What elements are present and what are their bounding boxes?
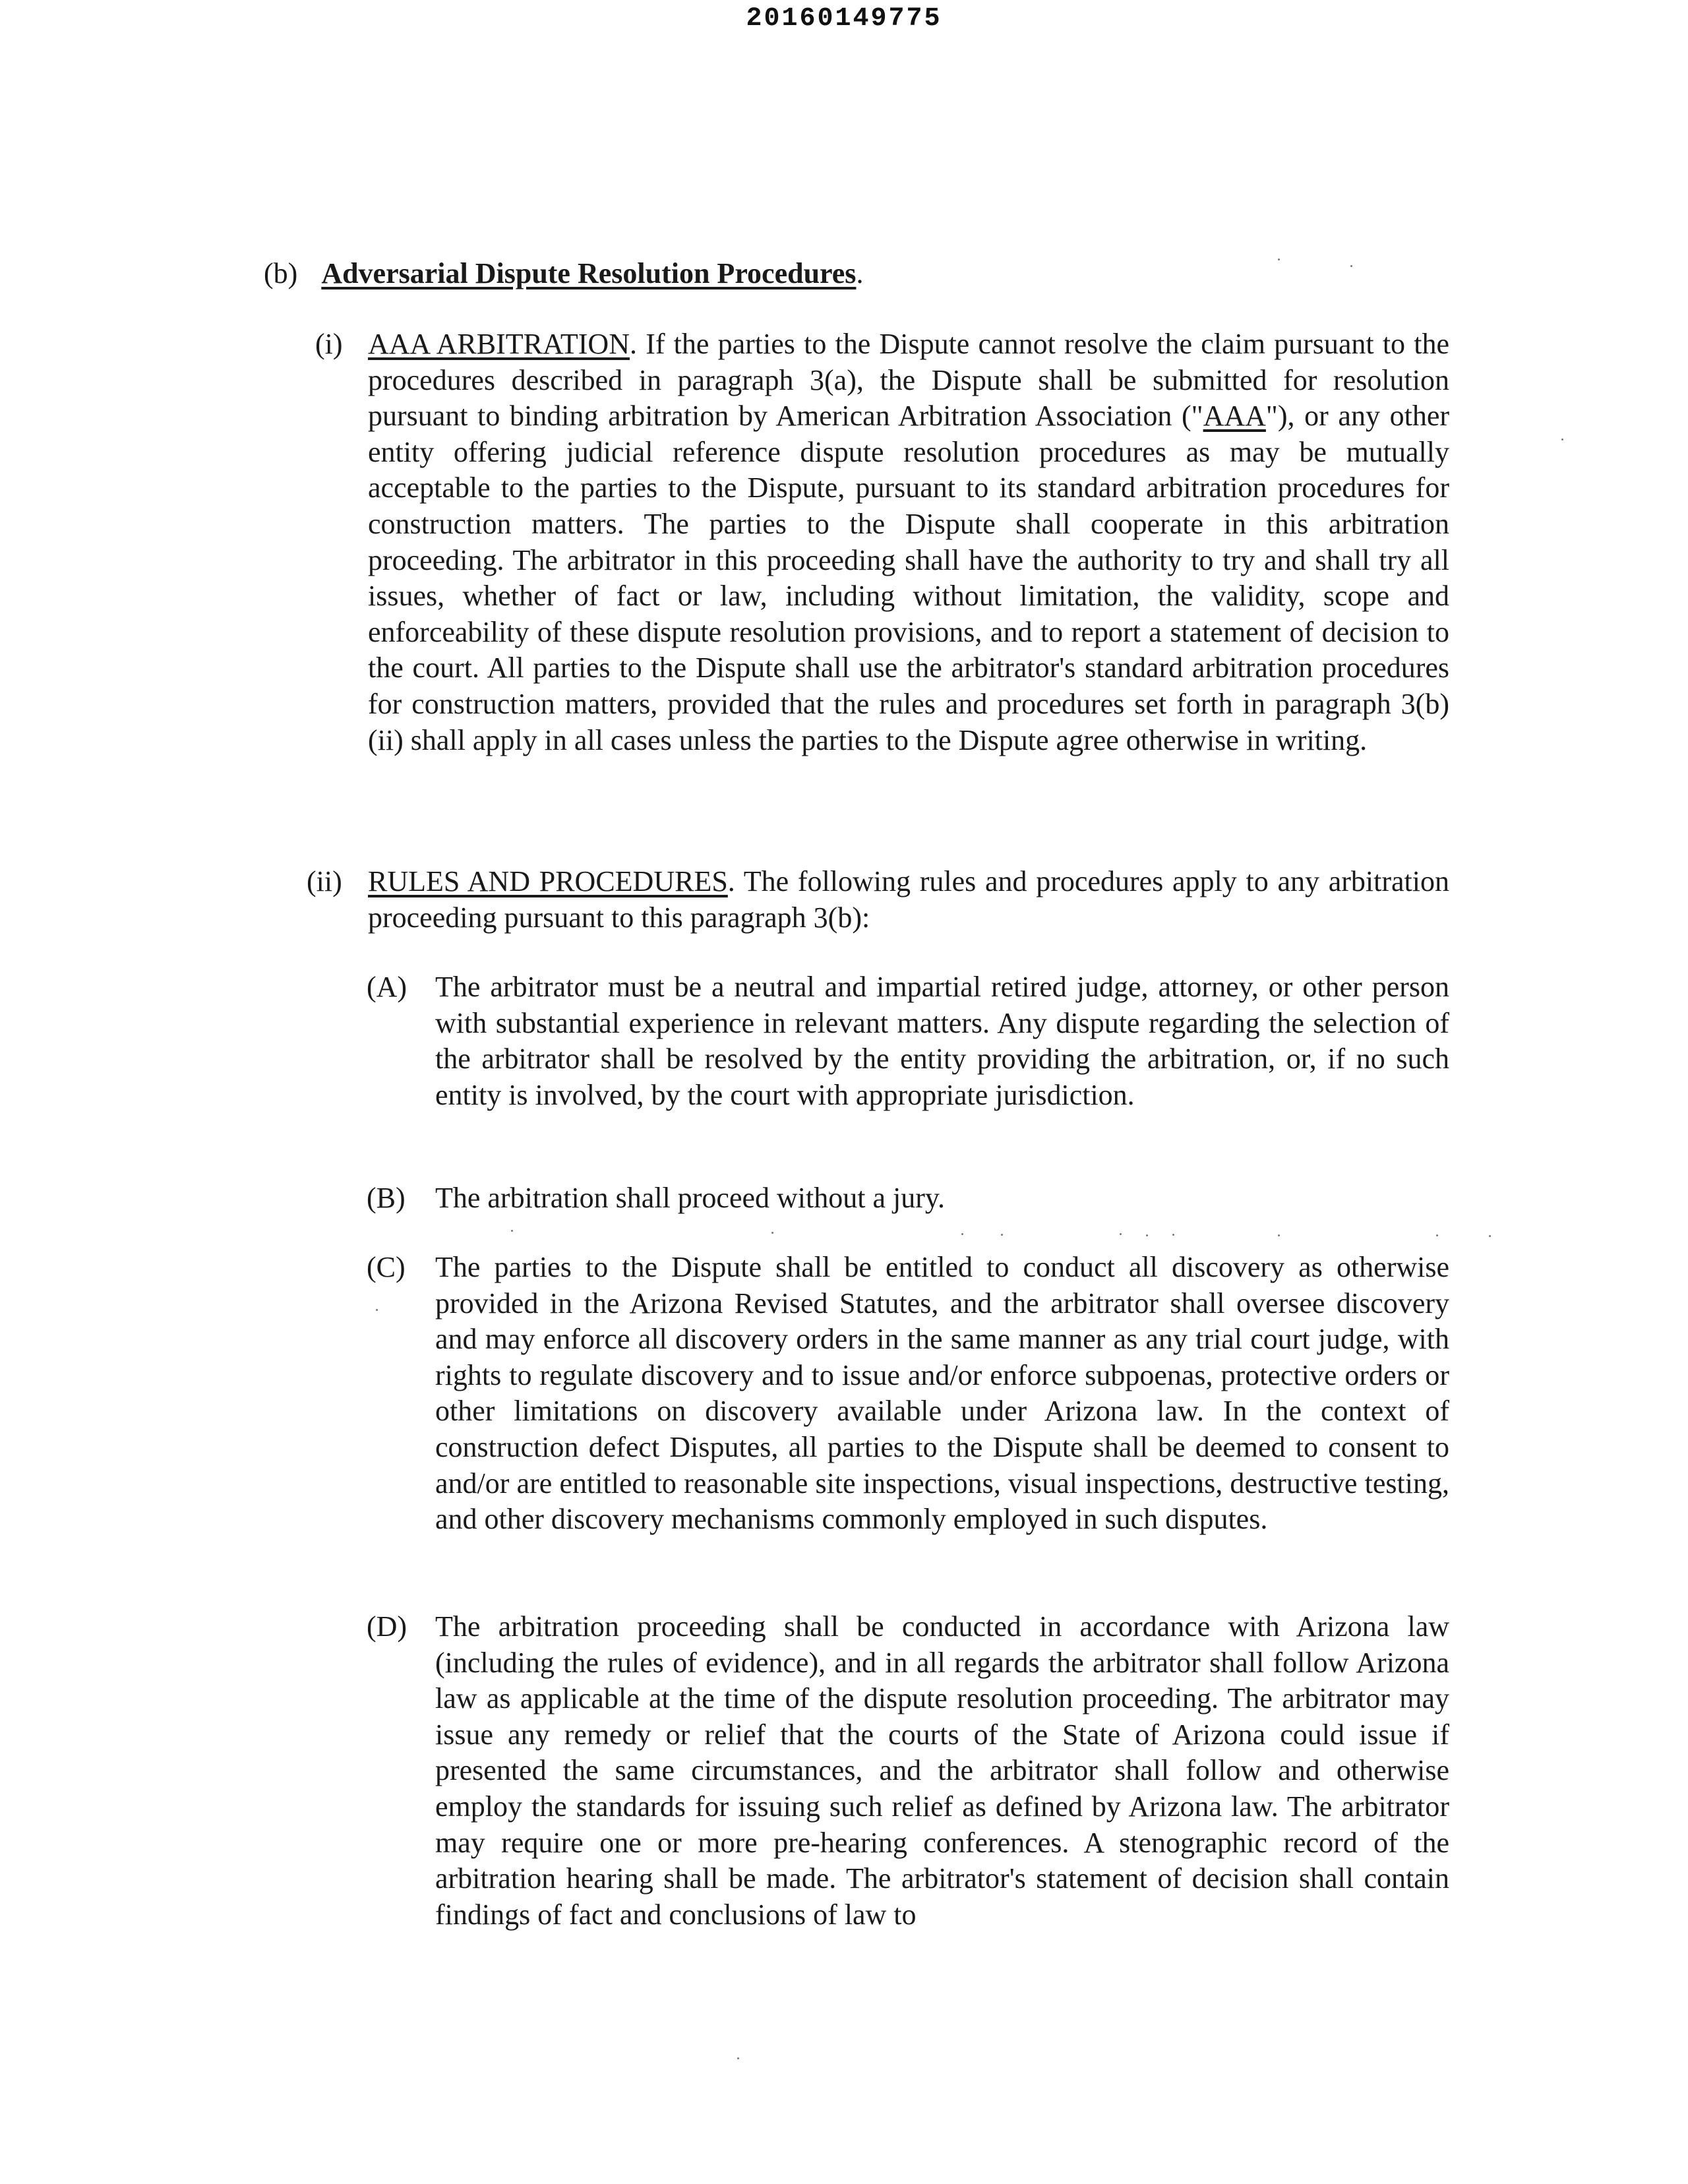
- scan-speck: [1172, 1234, 1174, 1236]
- section-b-heading: [264, 256, 863, 291]
- sub-item-b: [0, 1180, 1688, 1220]
- section-b-marker: (b): [264, 257, 298, 289]
- scan-speck: [1120, 1233, 1122, 1235]
- section-b-period: .: [856, 257, 864, 289]
- sub-item-d-marker: (D): [367, 1610, 407, 1643]
- scan-speck: [1350, 265, 1352, 267]
- sub-item-d: [0, 1609, 1688, 1952]
- paragraph-i-body-2: "), or any other entity offering judicial reference dispute resolution procedures as may be mutually acceptable to the parties to the Dispute, pursuant to its standard arbitration procedures for construction matters. The parties to the Dispute shall cooperate in this arbitration proceeding. The arbitrator in this proceeding shall have the authority to try and shall try all issues, whether of fact or law, including without limitation, the validity, scope and enforceability of these dispute resolution provisions, and to report a statement of decision to the court. All parties to the Dispute shall use the arbitrator's standard arbitration procedures for construction matters, provided that the rules and procedures set forth in paragraph 3(b)(ii) shall apply in all cases unless the parties to the Dispute agree otherwise in writing.: [368, 400, 1449, 756]
- paragraph-ii-body: . The following rules and procedures apply to any arbitration proceeding pursuant to this paragraph 3(b):: [368, 865, 1450, 934]
- scan-speck: [1278, 1234, 1280, 1236]
- paragraph-i: [0, 326, 1688, 841]
- scan-speck: [771, 1232, 773, 1234]
- sub-item-d-text: The arbitration proceeding shall be conducted in accordance with Arizona law (including the rules of evidence), and in all regards the arbitrator shall follow Arizona law as applicable at the time of the dispute resolution proceeding. The arbitrator may issue any remedy or relief that the courts of the State of Arizona could issue if presented the same circumstances, and the arbitrator shall follow and otherwise employ the standards for issuing such relief as defined by Arizona law. The arbitrator may require one or more pre-hearing conferences. A stenographic record of the arbitration hearing shall be made. The arbitrator's statement of decision shall contain findings of fact and conclusions of law to: [435, 1610, 1449, 1931]
- paragraph-i-heading: AAA ARBITRATION: [368, 328, 630, 360]
- sub-item-b-text: The arbitration shall proceed without a jury.: [435, 1182, 946, 1214]
- scan-speck: [1489, 1235, 1491, 1237]
- sub-item-b-marker: (B): [367, 1182, 406, 1214]
- sub-item-a-text: The arbitrator must be a neutral and impartial retired judge, attorney, or other person with substantial experience in relevant matters. Any dispute regarding the selection of the arbitrator shall be resolved by the entity providing the arbitration, or, if no such entity is involved, by the court with appropriate jurisdiction.: [435, 971, 1449, 1111]
- scan-speck: [511, 1230, 513, 1232]
- paragraph-i-body-1: . If the parties to the Dispute cannot resolve the claim pursuant to the procedures described in paragraph 3(a), the Dispute shall be submitted for resolution pursuant to binding arbitration by American Arbitration Association (": [368, 328, 1449, 433]
- section-b-title: Adversarial Dispute Resolution Procedures: [321, 257, 857, 289]
- sub-item-a-marker: (A): [367, 971, 407, 1003]
- sub-item-c-text: The parties to the Dispute shall be entitled to conduct all discovery as otherwise provided in the Arizona Revised Statutes, and the arbitrator shall oversee discovery and may enforce all discovery orders in the same manner as any trial court judge, with rights to regulate discovery and to issue and/or enforce subpoenas, protective orders or other limitations on discovery available under Arizona law. In the context of construction defect Disputes, all parties to the Dispute shall be deemed to consent to and/or are entitled to reasonable site inspections, visual inspections, destructive testing, and other discovery mechanisms commonly employed in such disputes.: [435, 1251, 1449, 1536]
- paragraph-ii-heading: RULES AND PROCEDURES: [368, 865, 728, 897]
- sub-item-c: [0, 1250, 1688, 1579]
- aaa-defined-term: AAA: [1203, 400, 1266, 433]
- scan-speck: [1278, 258, 1280, 260]
- scan-speck: [376, 1309, 378, 1311]
- scan-speck: [1561, 439, 1563, 440]
- paragraph-ii-text: [368, 864, 1449, 936]
- publication-number: 20160149775: [746, 4, 942, 34]
- scan-speck: [1001, 1234, 1003, 1236]
- paragraph-i-marker: (i): [315, 328, 343, 360]
- paragraph-ii: [0, 864, 1688, 943]
- scan-speck: [1146, 1234, 1148, 1236]
- scan-speck: [961, 1233, 963, 1235]
- sub-item-a: [0, 969, 1688, 1161]
- sub-item-c-marker: (C): [367, 1251, 406, 1283]
- paragraph-ii-marker: (ii): [307, 865, 342, 897]
- paragraph-i-text: [368, 326, 1449, 758]
- scan-speck: [737, 2057, 739, 2059]
- scan-speck: [1436, 1234, 1438, 1236]
